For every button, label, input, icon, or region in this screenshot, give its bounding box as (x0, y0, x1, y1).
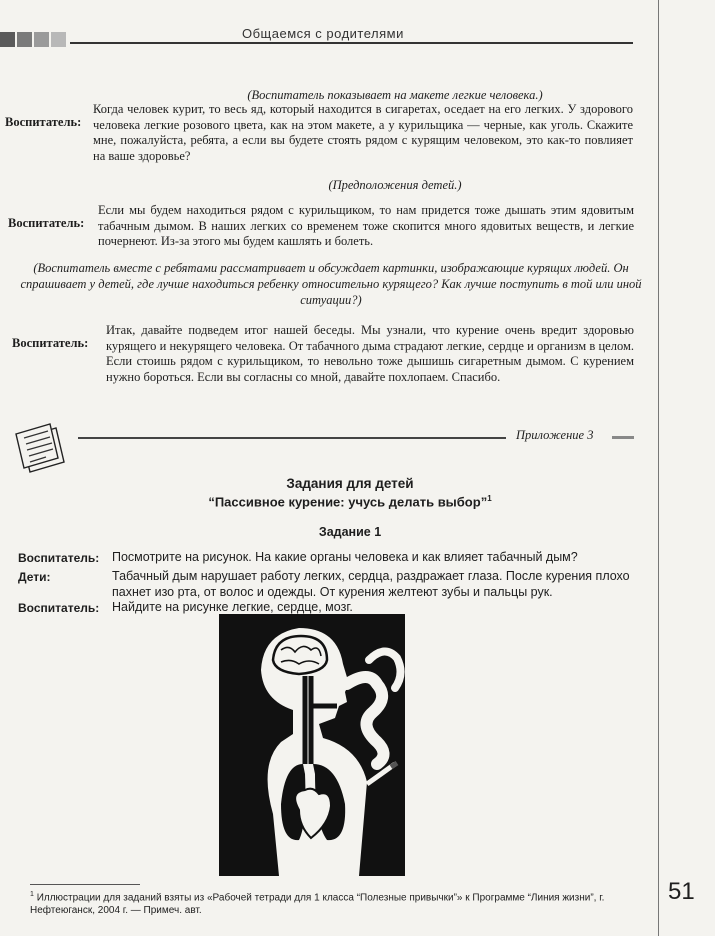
task-text: Посмотрите на рисунок. На какие органы человека и как влияет табачный дым? (112, 550, 578, 564)
page-number: 51 (668, 878, 695, 905)
speech-paragraph: Итак, давайте подведем итог нашей беседы. Мы узнали, что курение очень вредит здоровью курящего и некурящего человека. От табачного дыма страдают легкие, сердце и организм в целом. Если стоишь рядом с курильщиком, то невольно тоже дышишь сигаретным дымом. С курением нужно бороться. Если вы согласны со мной, давайте похлопаем. Спасибо. (106, 323, 634, 384)
stage-direction: (Воспитатель показывает на макете легкие человека.) (247, 88, 543, 102)
task-text: Табачный дым нарушает работу легких, сердца, раздражает глаза. После курения плохо пахнет изо рта, от волос и одежды. От курения желтеют зубы и пальцы рук. (112, 569, 630, 599)
appendix-title: Задания для детей (286, 476, 414, 491)
speech-paragraph: Если мы будем находиться рядом с курильщиком, то нам придется тоже дышать этим ядовитым табачным дымом. В наших легких со временем тоже скопится много ядовитых веществ, и легкие почернеют. Из-за этого мы будем кашлять и болеть. (98, 203, 634, 248)
speaker-label: Воспитатель: (12, 336, 89, 350)
header-rule (70, 42, 633, 44)
stage-direction: (Воспитатель вместе с ребятами рассматривает и обсуждает картинки, изображающие курящих людей. Он спрашивает у детей, где лучше находиться ребенку относительно курящего? Как лучше поступить в той или иной ситуации?) (20, 261, 642, 307)
speaker-label: Воспитатель: (8, 216, 85, 230)
divider-rule (78, 437, 506, 439)
footnote-rule (30, 884, 140, 885)
document-icon (12, 418, 74, 478)
speaker-label: Дети: (18, 570, 51, 584)
task-heading: Задание 1 (318, 525, 382, 539)
speech-paragraph: Когда человек курит, то весь яд, который находится в сигаретах, оседает на его легких. У здорового человека легкие розового цвета, как на этом макете, а у курильщика — черные, как уголь. Скажите мне, пожалуйста, ребята, а если вы будете стоять рядом с курящим человеком, это как-то повлияет на ваше здоровье? (93, 102, 633, 163)
margin-rule (658, 0, 659, 936)
stage-direction: (Предположения детей.) (328, 178, 462, 192)
appendix-label: Приложение 3 (516, 428, 594, 442)
running-header-title: Общаемся с родителями (236, 26, 410, 41)
speaker-label: Воспитатель: (18, 601, 100, 615)
divider-rule-end (612, 436, 634, 439)
footnote: $^1$ Иллюстрации для заданий взяты из «Рабочей тетради для 1 класса “Полезные привычки”» к Программе “Линия жизни”, г. Нефтеюганск, 2004 г. — Примеч. авт. (30, 891, 605, 917)
appendix-subtitle: “Пассивное курение: учусь делать выбор”$^1$ (208, 494, 492, 510)
task-text: Найдите на рисунке легкие, сердце, мозг. (112, 600, 353, 614)
speaker-label: Воспитатель: (18, 551, 100, 565)
anatomy-illustration (219, 614, 405, 876)
speaker-label: Воспитатель: (5, 115, 82, 129)
header-decoration (0, 32, 66, 47)
